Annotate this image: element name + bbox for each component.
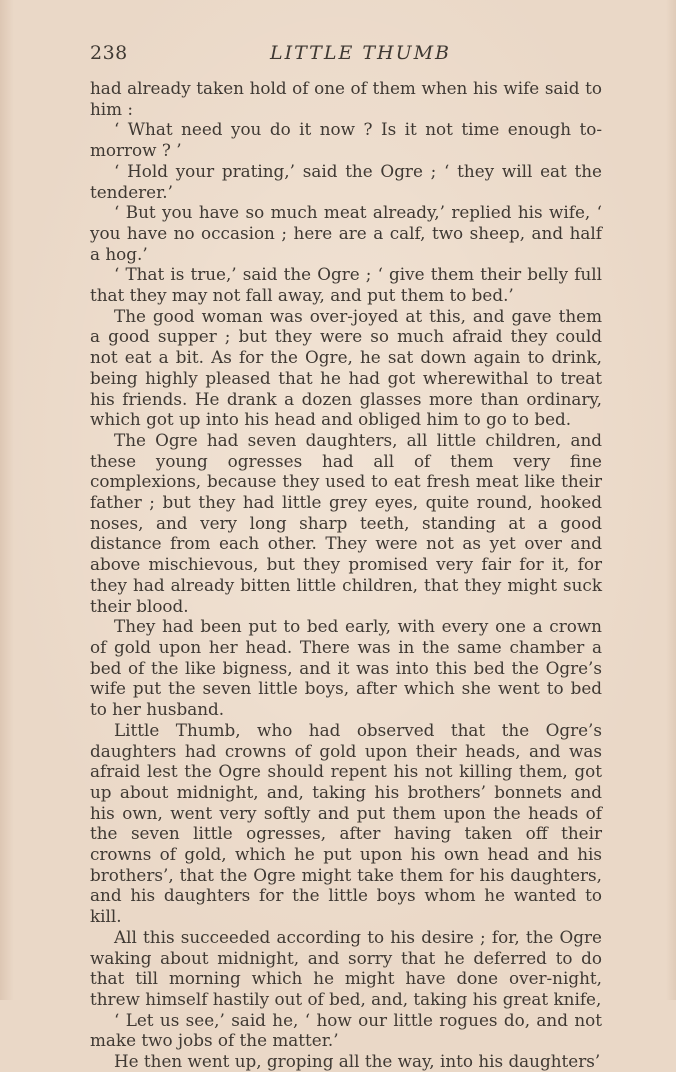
page-edge — [666, 0, 676, 1000]
paragraph: He then went up, groping all the way, into his daughters’ — [114, 1051, 601, 1072]
paragraph: They had been put to bed early, with every one a crown of gold upon her head. There was in the same chamber a bed of the like bigness, and it was into this bed the Ogre’s wife put the seven little boys, after which she went to bed to her husband. — [90, 616, 602, 720]
paragraph: ‘ Hold your prating,’ said the Ogre ; ‘ they will eat the tenderer.’ — [90, 160, 602, 202]
paragraph: ‘ Let us see,’ said he, ‘ how our little rogues do, and not make two jobs of the matter.’ — [90, 1009, 602, 1051]
body-text — [90, 78, 602, 1072]
paragraph: The Ogre had seven daughters, all little children, and these young ogresses had all of them very fine complexions, because they used to eat fresh meat like their father ; but they had little grey eyes, quite round, hooked noses, and very long sharp teeth, standing at a good distance from each other. They were not as yet over and above mischievous, but they promised very fair for it, for they had already bitten little children, that they might suck their blood. — [90, 429, 602, 616]
page-header — [90, 42, 600, 68]
running-title: LITTLE THUMB — [270, 42, 452, 64]
paragraph: ‘ That is true,’ said the Ogre ; ‘ give them their belly full that they may not fall away, and put them to bed.’ — [90, 264, 602, 306]
paragraph: ‘ But you have so much meat already,’ replied his wife, ‘ you have no occasion ; here are a calf, two sheep, and half a hog.’ — [90, 202, 602, 264]
paragraph: had already taken hold of one of them when his wife said to him : — [90, 78, 602, 119]
paragraph: The good woman was over-joyed at this, and gave them a good supper ; but they were so much afraid they could not eat a bit. As for the Ogre, he sat down again to drink, being highly pleased that he had got wherewithal to treat his friends. He drank a dozen glasses more than ordinary, which got up into his head and obliged him to go to bed. — [90, 305, 602, 430]
paragraph: Little Thumb, who had observed that the Ogre’s daughters had crowns of gold upon their heads, and was afraid lest the Ogre should repent his not killing them, got up about midnight, and, taking his brothers’ bonnets and his own, went very softly and put them upon the heads of the seven little ogresses, after having taken off their crowns of gold, which he put upon his own head and his brothers’, that the Ogre might take them for his daughters, and his daughters for the little boys whom he wanted to kill. — [90, 719, 602, 927]
paragraph: ‘ What need you do it now ? Is it not time enough to-morrow ? ’ — [90, 119, 602, 161]
page-number: 238 — [90, 42, 128, 64]
paragraph: All this succeeded according to his desire ; for, the Ogre waking about midnight, and sorry that he deferred to do that till morning which he might have done over-night, threw himself hastily out of bed, and, taking his great knife, — [90, 926, 602, 1009]
